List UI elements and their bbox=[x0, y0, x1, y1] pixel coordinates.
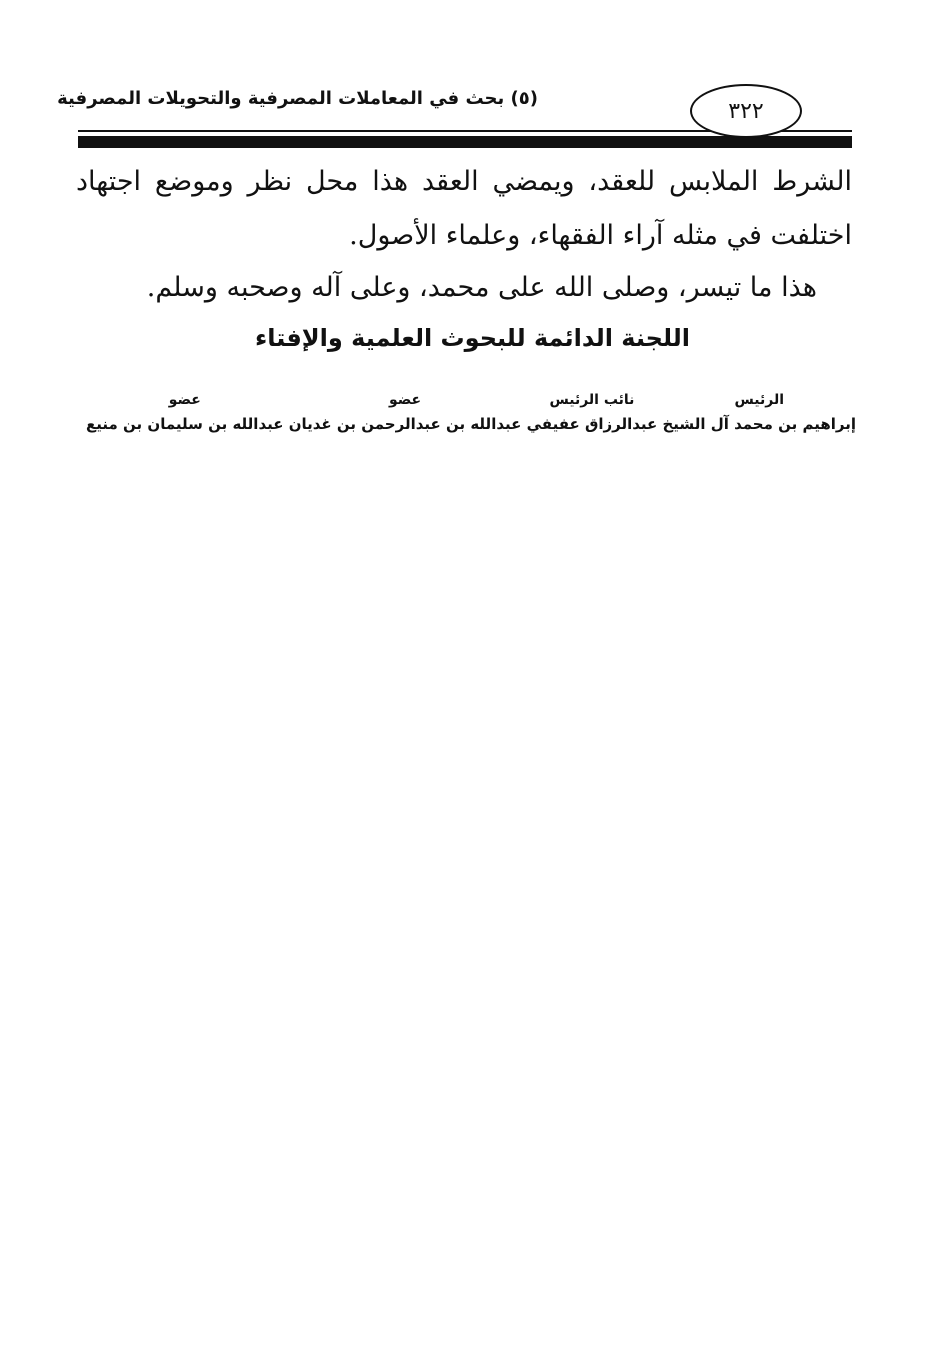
page-number-text: ٣٢٢ bbox=[728, 98, 764, 124]
signatory-role: عضو bbox=[168, 392, 201, 408]
signature-block bbox=[86, 390, 856, 438]
committee-heading: اللجنة الدائمة للبحوث العلمية والإفتاء bbox=[255, 324, 690, 352]
signatory bbox=[663, 390, 857, 438]
body-line: الشرط الملابس للعقد، ويمضي العقد هذا محل نظر وموضع اجتهاد bbox=[76, 166, 852, 197]
signatory bbox=[289, 390, 522, 438]
body-line: اختلفت في مثله آراء الفقهاء، وعلماء الأصول. bbox=[349, 220, 852, 251]
signatory bbox=[86, 390, 283, 438]
signatory-name: إبراهيم بن محمد آل الشيخ bbox=[662, 415, 856, 433]
body-line: هذا ما تيسر، وصلى الله على محمد، وعلى آله وصحبه وسلم. bbox=[146, 272, 817, 303]
signatory bbox=[527, 390, 658, 438]
signatory-role: نائب الرئيس bbox=[549, 392, 635, 408]
signatory-name: عبدالله بن سليمان بن منيع bbox=[86, 415, 284, 433]
signatory-role: الرئيس bbox=[734, 392, 785, 408]
signatory-role: عضو bbox=[388, 392, 422, 408]
page-number bbox=[690, 84, 802, 138]
header-rule-thick bbox=[78, 136, 852, 148]
signatory-name: عبدالله بن عبدالرحمن بن غديان bbox=[288, 415, 522, 433]
signatory-name: عبدالرزاق عفيفي bbox=[526, 415, 658, 433]
running-title: (٥) بحث في المعاملات المصرفية والتحويلات المصرفية bbox=[57, 88, 538, 109]
